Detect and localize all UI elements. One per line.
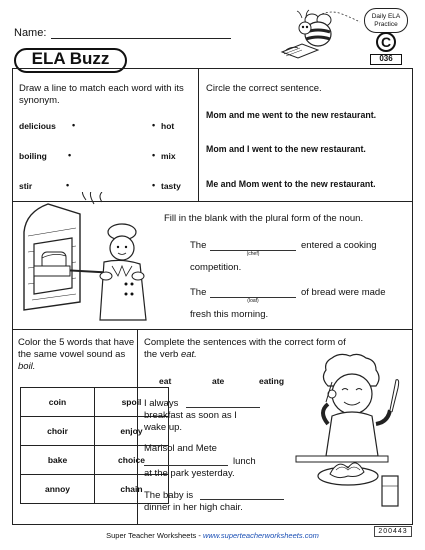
verb-sentence-text: at the park yesterday. [144,468,235,479]
verb-sentence-text: I always [144,398,179,409]
noun-hint: (loaf) [247,298,259,304]
bullet[interactable]: • [68,150,72,160]
verb-target-word: eat. [180,349,197,360]
plural-sentence-start: The [190,240,207,251]
worksheet-code: 200443 [374,526,412,537]
plural-instruction: Fill in the blank with the plural form of the noun. [164,213,364,224]
badge-letter: C [376,32,396,52]
verb-sentence-text: lunch [233,456,256,467]
sentence-option[interactable]: Mom and I went to the new restaurant. [206,144,366,154]
vowel-word-cell[interactable]: annoy [21,475,95,504]
bullet[interactable]: • [152,150,156,160]
name-line[interactable] [51,38,231,39]
vowel-instruction-line: the same vowel sound as [18,349,126,360]
badge-top-text: Daily ELA [371,13,401,20]
synonym-right-word: mix [161,151,176,161]
synonym-left-word: boiling [19,151,47,161]
verb-sentence-text: Marisol and Mete [144,443,217,454]
divider-row-2 [12,329,413,330]
bullet[interactable]: • [152,120,156,130]
verb-sentence-text: The baby is [144,490,194,501]
plural-sentence-cont: fresh this morning. [190,309,269,320]
page-title: ELA Buzz [31,49,110,68]
plural-sentence-end: entered a cooking [301,240,377,251]
sentence-option[interactable]: Me and Mom went to the new restaurant. [206,179,376,189]
bullet[interactable]: • [66,180,70,190]
noun-hint: (chef) [246,251,260,257]
synonym-left-word: delicious [19,121,56,131]
circle-instruction: Circle the correct sentence. [206,83,322,94]
synonym-instruction: Draw a line to match each word with its synonym. [19,83,184,106]
daily-ela-badge [364,8,408,33]
verb-option: eat [159,376,172,386]
boy-eating-illustration [292,352,408,512]
verb-blank-1[interactable] [186,407,260,408]
verb-instruction-prefix: the verb [144,349,179,360]
vowel-instruction [18,337,136,373]
footer-text: Super Teacher Worksheets - [106,531,203,540]
vowel-word-cell[interactable]: enjoy [95,417,169,446]
verb-instruction-line: Complete the sentences with the correct form of [144,337,346,348]
verb-sentence-text: wake up. [144,422,183,433]
verb-sentence-text: breakfast as soon as I [144,410,237,421]
verb-blank-2[interactable] [144,465,228,466]
name-label: Name: [14,27,47,39]
verb-sentence-text: dinner in her high chair. [144,502,243,513]
sentence-option[interactable]: Mom and me went to the new restaurant. [206,110,377,120]
divider-col-top [198,68,199,201]
plural-sentence-start: The [190,287,207,298]
badge-bottom-text: Practice [374,21,398,28]
vowel-word-cell[interactable]: bake [21,446,95,475]
vowel-word-cell[interactable]: choir [21,417,95,446]
bullet[interactable]: • [72,120,76,130]
footer-credit [0,531,425,540]
verb-option: eating [259,376,285,386]
vowel-word-cell[interactable]: choice [95,446,169,475]
vowel-instruction-line: Color the 5 words that have [18,337,135,348]
verb-option: ate [212,376,225,386]
vowel-target-word: boil. [18,361,36,372]
plural-sentence-end: of bread were made [301,287,386,298]
synonym-right-word: tasty [161,181,181,191]
vowel-word-cell[interactable]: chain [95,475,169,504]
synonym-right-word: hot [161,121,175,131]
bee-reading-book-icon [272,8,362,60]
badge-number: 036 [370,54,402,65]
chef-baking-bread-illustration [18,192,158,326]
footer-link[interactable]: www.superteacherworksheets.com [202,531,319,540]
vowel-word-cell[interactable]: coin [21,388,95,417]
verb-blank-3[interactable] [200,499,284,500]
bullet[interactable]: • [152,180,156,190]
synonym-left-word: stir [19,181,33,191]
plural-sentence-cont: competition. [190,262,242,273]
vowel-word-cell[interactable]: spoil [95,388,169,417]
